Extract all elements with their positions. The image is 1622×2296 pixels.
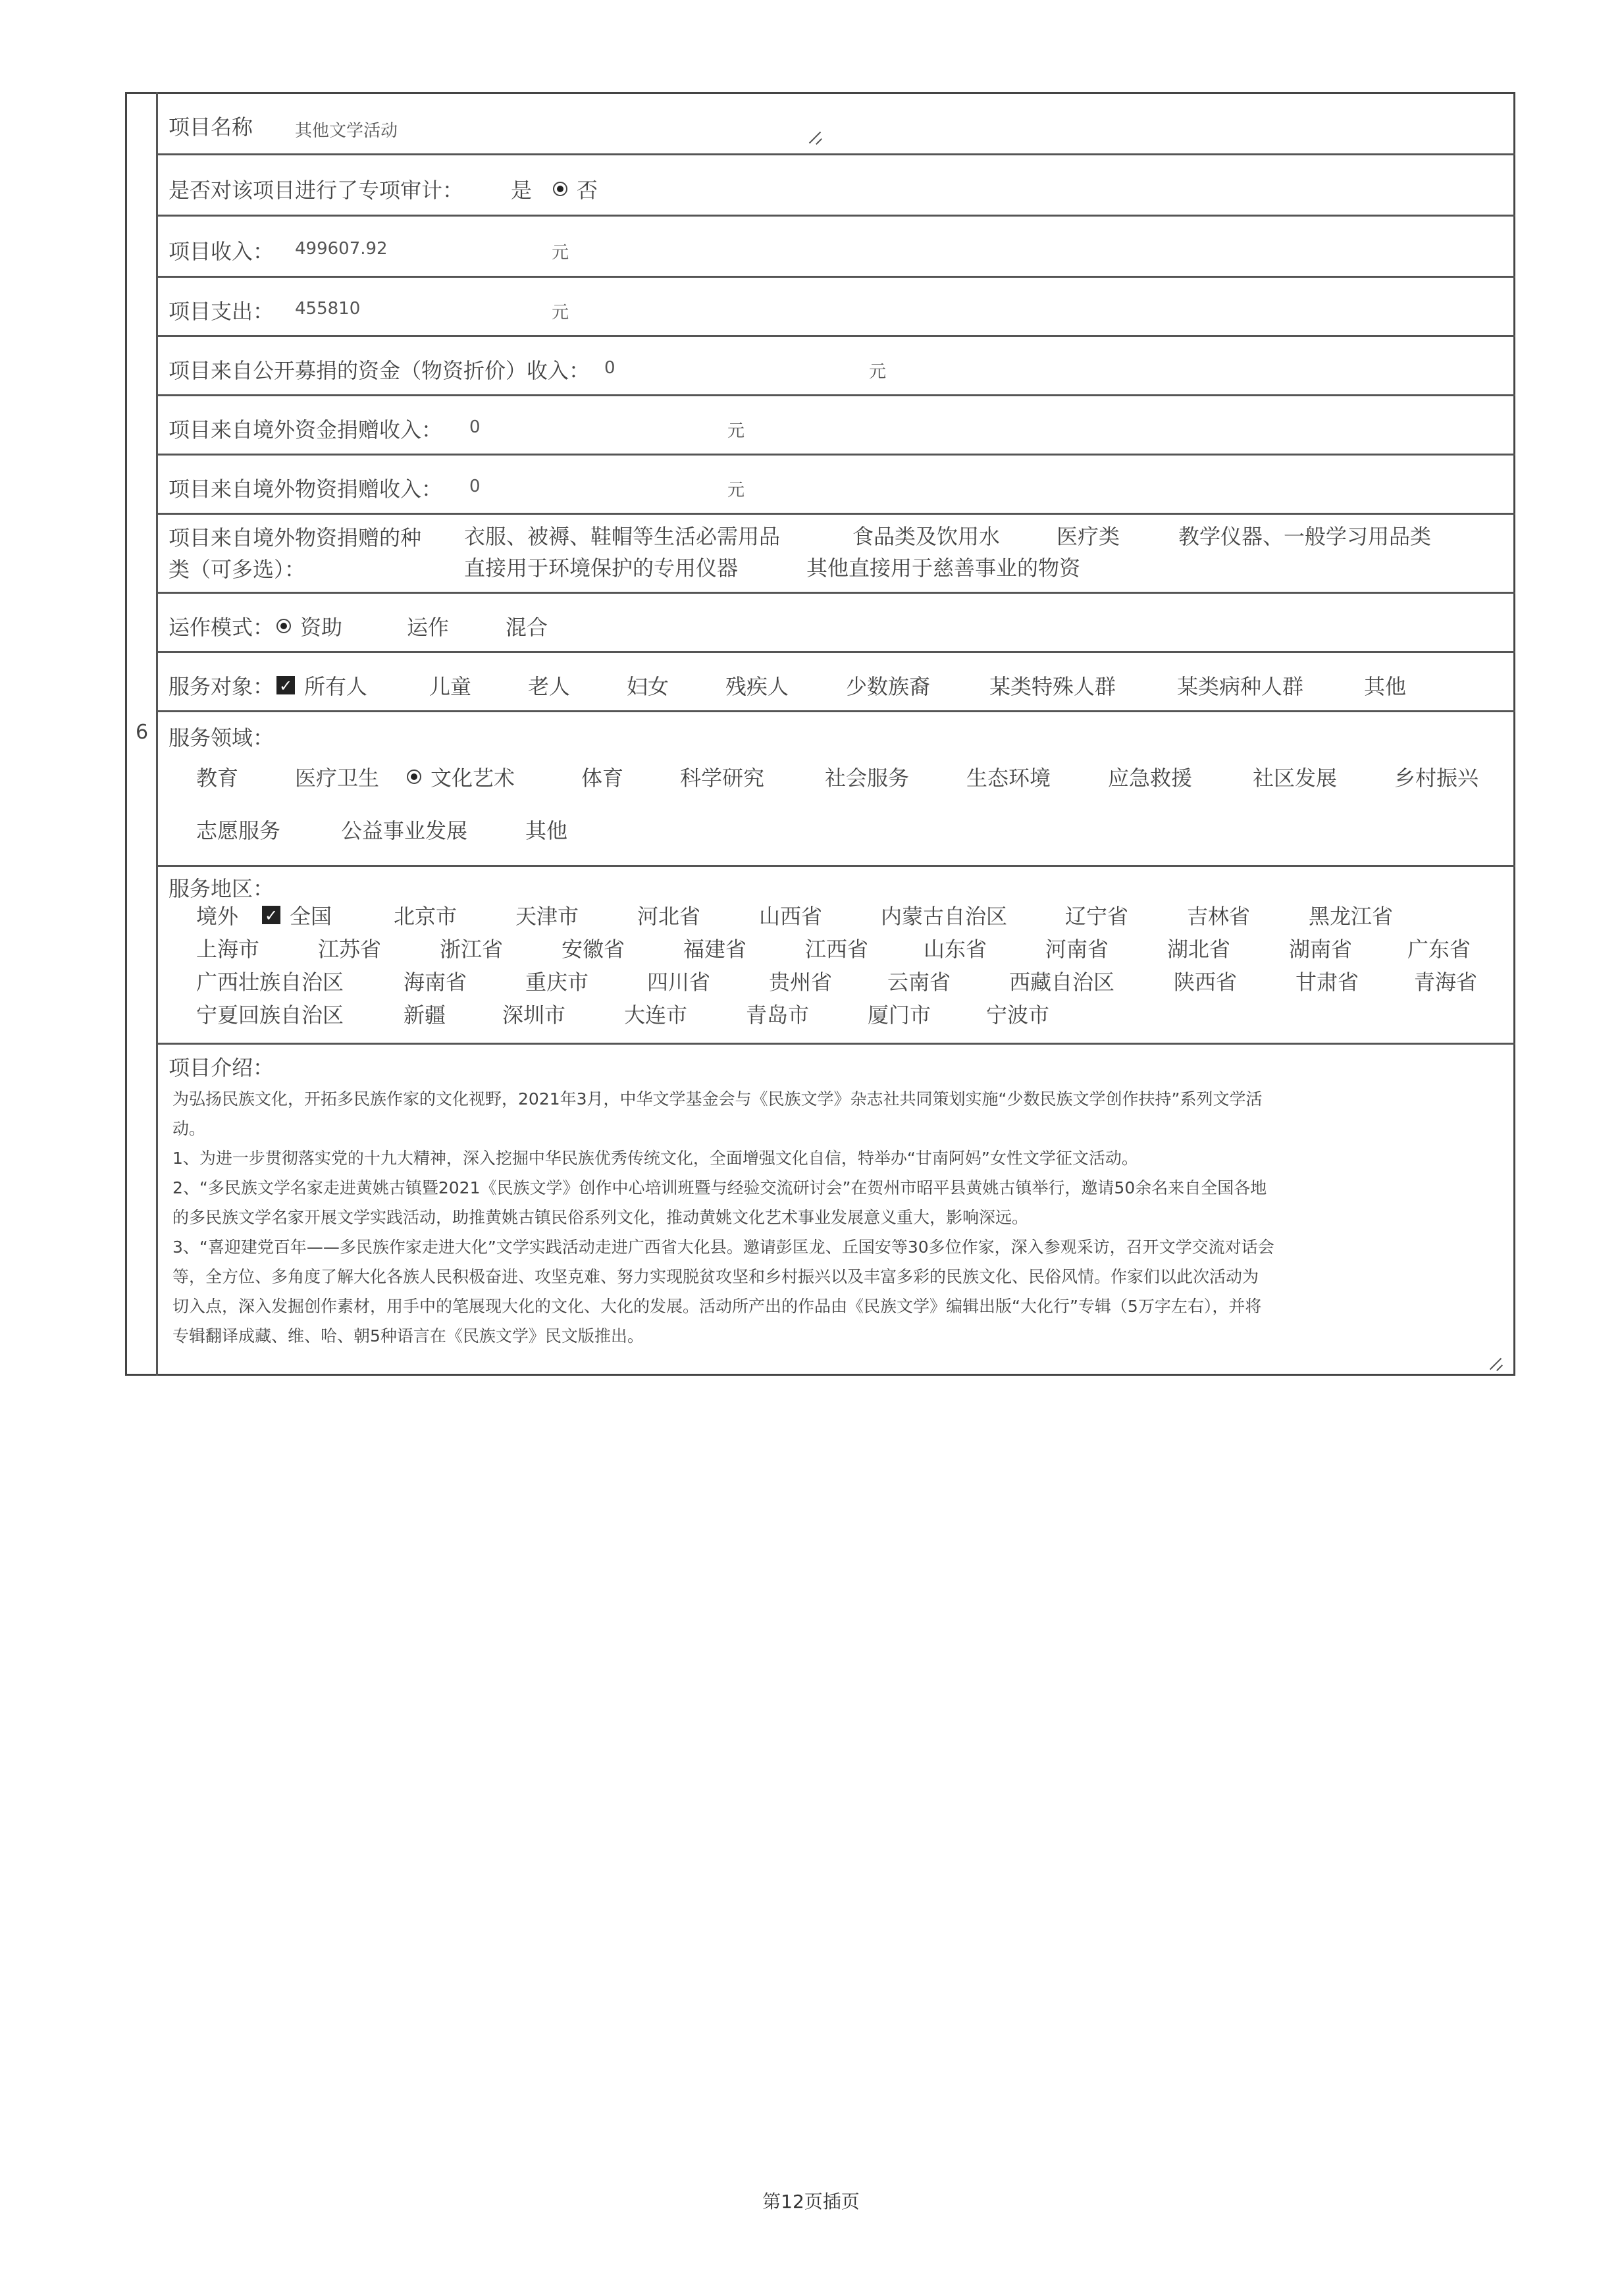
- field-option-research[interactable]: 科学研究: [680, 766, 765, 791]
- intro-line: 切入点，深入发掘创作素材，用手中的笔展现大化的文化、大化的发展。活动所产出的作品由《民族文学》编辑出版“大化行”专辑（5万字左右），并将: [172, 1297, 1262, 1316]
- radio-selected-icon[interactable]: [553, 182, 567, 196]
- goods-option-environment[interactable]: 直接用于环境保护的专用仪器: [464, 556, 739, 581]
- expense-value[interactable]: 455810: [295, 299, 361, 319]
- goods-option-other[interactable]: 其他直接用于慈善事业的物资: [806, 556, 1081, 581]
- region-option[interactable]: 江苏省: [318, 937, 382, 962]
- region-option[interactable]: 广西壮族自治区: [196, 970, 344, 995]
- checkbox-checked-icon[interactable]: ✓: [276, 676, 295, 694]
- region-option[interactable]: 江西省: [805, 937, 869, 962]
- goods-types-label-2: 类（可多选）：: [169, 557, 306, 582]
- mode-option-mixed[interactable]: 混合: [506, 615, 548, 640]
- region-option[interactable]: 山东省: [924, 937, 987, 962]
- mode-label: 运作模式：: [169, 615, 275, 640]
- fields-label: 服务领域：: [169, 725, 275, 750]
- checkbox-checked-icon[interactable]: ✓: [262, 906, 280, 924]
- region-option[interactable]: 甘肃省: [1295, 970, 1359, 995]
- target-option-disease-groups[interactable]: 某类病种人群: [1177, 674, 1304, 699]
- region-option[interactable]: 北京市: [394, 904, 458, 929]
- region-option[interactable]: 湖南省: [1289, 937, 1353, 962]
- region-option[interactable]: 黑龙江省: [1309, 904, 1394, 929]
- region-option[interactable]: 深圳市: [502, 1003, 566, 1028]
- region-option[interactable]: 境外: [196, 904, 239, 929]
- income-label: 项目收入：: [169, 239, 275, 264]
- goods-option-teaching[interactable]: 教学仪器、一般学习用品类: [1178, 524, 1432, 549]
- region-option[interactable]: 上海市: [196, 937, 260, 962]
- field-option-culture-arts[interactable]: [407, 762, 515, 792]
- target-option-elderly[interactable]: 老人: [528, 674, 571, 699]
- region-option[interactable]: 西藏自治区: [1009, 970, 1115, 995]
- region-option[interactable]: 吉林省: [1187, 904, 1251, 929]
- region-option[interactable]: 陕西省: [1174, 970, 1238, 995]
- region-option[interactable]: 辽宁省: [1065, 904, 1129, 929]
- foreign-fund-row: [158, 394, 1515, 454]
- region-option[interactable]: 大连市: [624, 1003, 688, 1028]
- public-fund-label: 项目来自公开募捐的资金（物资折价）收入：: [169, 358, 590, 383]
- page-footer: 第12页插页: [762, 2191, 860, 2212]
- foreign-goods-row: [158, 454, 1515, 513]
- row-number: 6: [136, 721, 149, 744]
- intro-text-area[interactable]: [172, 1084, 1502, 1351]
- foreign-goods-label: 项目来自境外物资捐赠收入：: [169, 477, 443, 502]
- resize-handle-icon[interactable]: [1490, 1357, 1504, 1370]
- audit-yes-option[interactable]: 是: [511, 178, 533, 203]
- region-option[interactable]: 宁波市: [986, 1003, 1050, 1028]
- goods-types-row: [158, 513, 1515, 592]
- region-option[interactable]: 宁夏回族自治区: [196, 1003, 344, 1028]
- field-option-sports[interactable]: 体育: [581, 766, 624, 791]
- intro-line: 专辑翻译成藏、维、哈、朝5种语言在《民族文学》民文版推出。: [172, 1326, 644, 1345]
- public-fund-unit: 元: [869, 362, 887, 382]
- region-option[interactable]: 青岛市: [746, 1003, 810, 1028]
- mode-row: [158, 592, 1515, 651]
- income-unit: 元: [552, 243, 569, 263]
- region-option[interactable]: 云南省: [887, 970, 951, 995]
- field-culture-arts-label: 文化艺术: [431, 766, 515, 791]
- field-option-volunteer[interactable]: 志愿服务: [196, 818, 281, 843]
- region-option[interactable]: 浙江省: [440, 937, 504, 962]
- target-option-women[interactable]: 妇女: [627, 674, 669, 699]
- targets-label: 服务对象：: [169, 674, 275, 699]
- mode-option-operate[interactable]: 运作: [407, 615, 450, 640]
- fields-row: [158, 710, 1515, 865]
- region-option-national[interactable]: [262, 900, 332, 930]
- field-option-ecology[interactable]: 生态环境: [966, 766, 1051, 791]
- intro-row: [158, 1043, 1515, 1376]
- target-option-other[interactable]: 其他: [1364, 674, 1407, 699]
- regions-row: [158, 865, 1515, 1043]
- intro-line: 的多民族文学名家开展文学实践活动，助推黄姚古镇民俗系列文化，推动黄姚文化艺术事业发展意义重大，影响深远。: [172, 1208, 1029, 1227]
- region-option[interactable]: 福建省: [683, 937, 747, 962]
- expense-unit: 元: [552, 303, 569, 323]
- regions-label: 服务地区：: [169, 876, 275, 901]
- intro-label: 项目介绍：: [169, 1055, 275, 1080]
- target-option-all[interactable]: [276, 670, 367, 700]
- audit-no-label: 否: [577, 178, 598, 203]
- public-fund-row: [158, 335, 1515, 394]
- region-option[interactable]: 河北省: [637, 904, 701, 929]
- region-option[interactable]: 湖北省: [1167, 937, 1231, 962]
- foreign-goods-value[interactable]: 0: [469, 477, 481, 496]
- intro-line: 等，全方位、多角度了解大化各族人民积极奋进、攻坚克难、努力实现脱贫攻坚和乡村振兴以及丰富多彩的民族文化、民俗风情。作家们以此次活动为: [172, 1267, 1259, 1286]
- radio-selected-icon[interactable]: [276, 619, 291, 633]
- intro-line: 3、“喜迎建党百年——多民族作家走进大化”文学实践活动走进广西省大化县。邀请彭匡龙、丘国安等30多位作家，深入参观采访，召开文学交流对话会: [172, 1238, 1274, 1257]
- region-option[interactable]: 安徽省: [562, 937, 625, 962]
- project-name-value[interactable]: 其他文学活动: [295, 121, 398, 141]
- goods-option-food[interactable]: 食品类及饮用水: [852, 524, 1001, 549]
- special-audit-row: [158, 153, 1515, 215]
- field-option-medical[interactable]: 医疗卫生: [295, 766, 380, 791]
- field-option-education[interactable]: 教育: [196, 766, 239, 791]
- intro-line: 2、“多民族文学名家走进黄姚古镇暨2021《民族文学》创作中心培训班暨与经验交流研讨会”在贺州市昭平县黄姚古镇举行，邀请50余名来自全国各地: [172, 1178, 1267, 1197]
- project-name-label: 项目名称: [169, 115, 253, 140]
- region-national-label: 全国: [290, 904, 332, 929]
- region-option[interactable]: 厦门市: [868, 1003, 931, 1028]
- target-option-minorities[interactable]: 少数族裔: [846, 674, 931, 699]
- region-option[interactable]: 内蒙古自治区: [881, 904, 1008, 929]
- targets-row: [158, 651, 1515, 710]
- intro-line: 动。: [172, 1119, 206, 1138]
- income-row: [158, 215, 1515, 276]
- region-option[interactable]: 天津市: [515, 904, 579, 929]
- mode-grant-label: 资助: [300, 615, 343, 640]
- field-option-rural[interactable]: 乡村振兴: [1394, 766, 1479, 791]
- region-option[interactable]: 重庆市: [525, 970, 589, 995]
- audit-no-option[interactable]: [553, 174, 598, 204]
- mode-option-grant[interactable]: [276, 611, 342, 641]
- expense-row: [158, 276, 1515, 335]
- public-fund-value[interactable]: 0: [604, 358, 615, 378]
- target-all-label: 所有人: [304, 674, 368, 699]
- foreign-goods-unit: 元: [727, 481, 745, 500]
- target-option-disabled[interactable]: 残疾人: [725, 674, 789, 699]
- radio-selected-icon[interactable]: [407, 770, 421, 784]
- special-audit-label: 是否对该项目进行了专项审计：: [169, 178, 464, 203]
- region-option[interactable]: 海南省: [404, 970, 467, 995]
- region-option[interactable]: 青海省: [1414, 970, 1478, 995]
- region-option[interactable]: 四川省: [647, 970, 711, 995]
- foreign-fund-unit: 元: [727, 421, 745, 441]
- field-option-community[interactable]: 社区发展: [1253, 766, 1338, 791]
- foreign-fund-label: 项目来自境外资金捐赠收入：: [169, 417, 443, 442]
- region-option[interactable]: 广东省: [1407, 937, 1471, 962]
- intro-line: 1、为进一步贯彻落实党的十九大精神，深入挖掘中华民族优秀传统文化，全面增强文化自信，特举办“甘南阿妈”女性文学征文活动。: [172, 1149, 1138, 1168]
- target-option-children[interactable]: 儿童: [429, 674, 472, 699]
- goods-types-label-1: 项目来自境外物资捐赠的种: [169, 525, 422, 550]
- field-option-public-welfare[interactable]: 公益事业发展: [341, 818, 468, 843]
- resize-handle-icon[interactable]: [810, 130, 823, 144]
- intro-line: 为弘扬民族文化，开拓多民族作家的文化视野，2021年3月，中华文学基金会与《民族文学》杂志社共同策划实施“少数民族文学创作扶持”系列文学活: [172, 1089, 1263, 1109]
- project-name-row: [158, 92, 1515, 153]
- field-option-emergency[interactable]: 应急救援: [1108, 766, 1193, 791]
- target-option-special-groups[interactable]: 某类特殊人群: [989, 674, 1116, 699]
- field-option-social-services[interactable]: 社会服务: [825, 766, 910, 791]
- region-option[interactable]: 山西省: [759, 904, 823, 929]
- region-option[interactable]: 贵州省: [769, 970, 833, 995]
- region-option[interactable]: 河南省: [1045, 937, 1109, 962]
- expense-label: 项目支出：: [169, 299, 275, 324]
- region-option[interactable]: 新疆: [404, 1003, 446, 1028]
- goods-option-medical[interactable]: 医疗类: [1057, 524, 1120, 549]
- field-option-other[interactable]: 其他: [525, 818, 568, 843]
- income-value[interactable]: 499607.92: [295, 239, 388, 259]
- foreign-fund-value[interactable]: 0: [469, 417, 481, 437]
- goods-option-daily-necessities[interactable]: 衣服、被褥、鞋帽等生活必需用品: [464, 524, 781, 549]
